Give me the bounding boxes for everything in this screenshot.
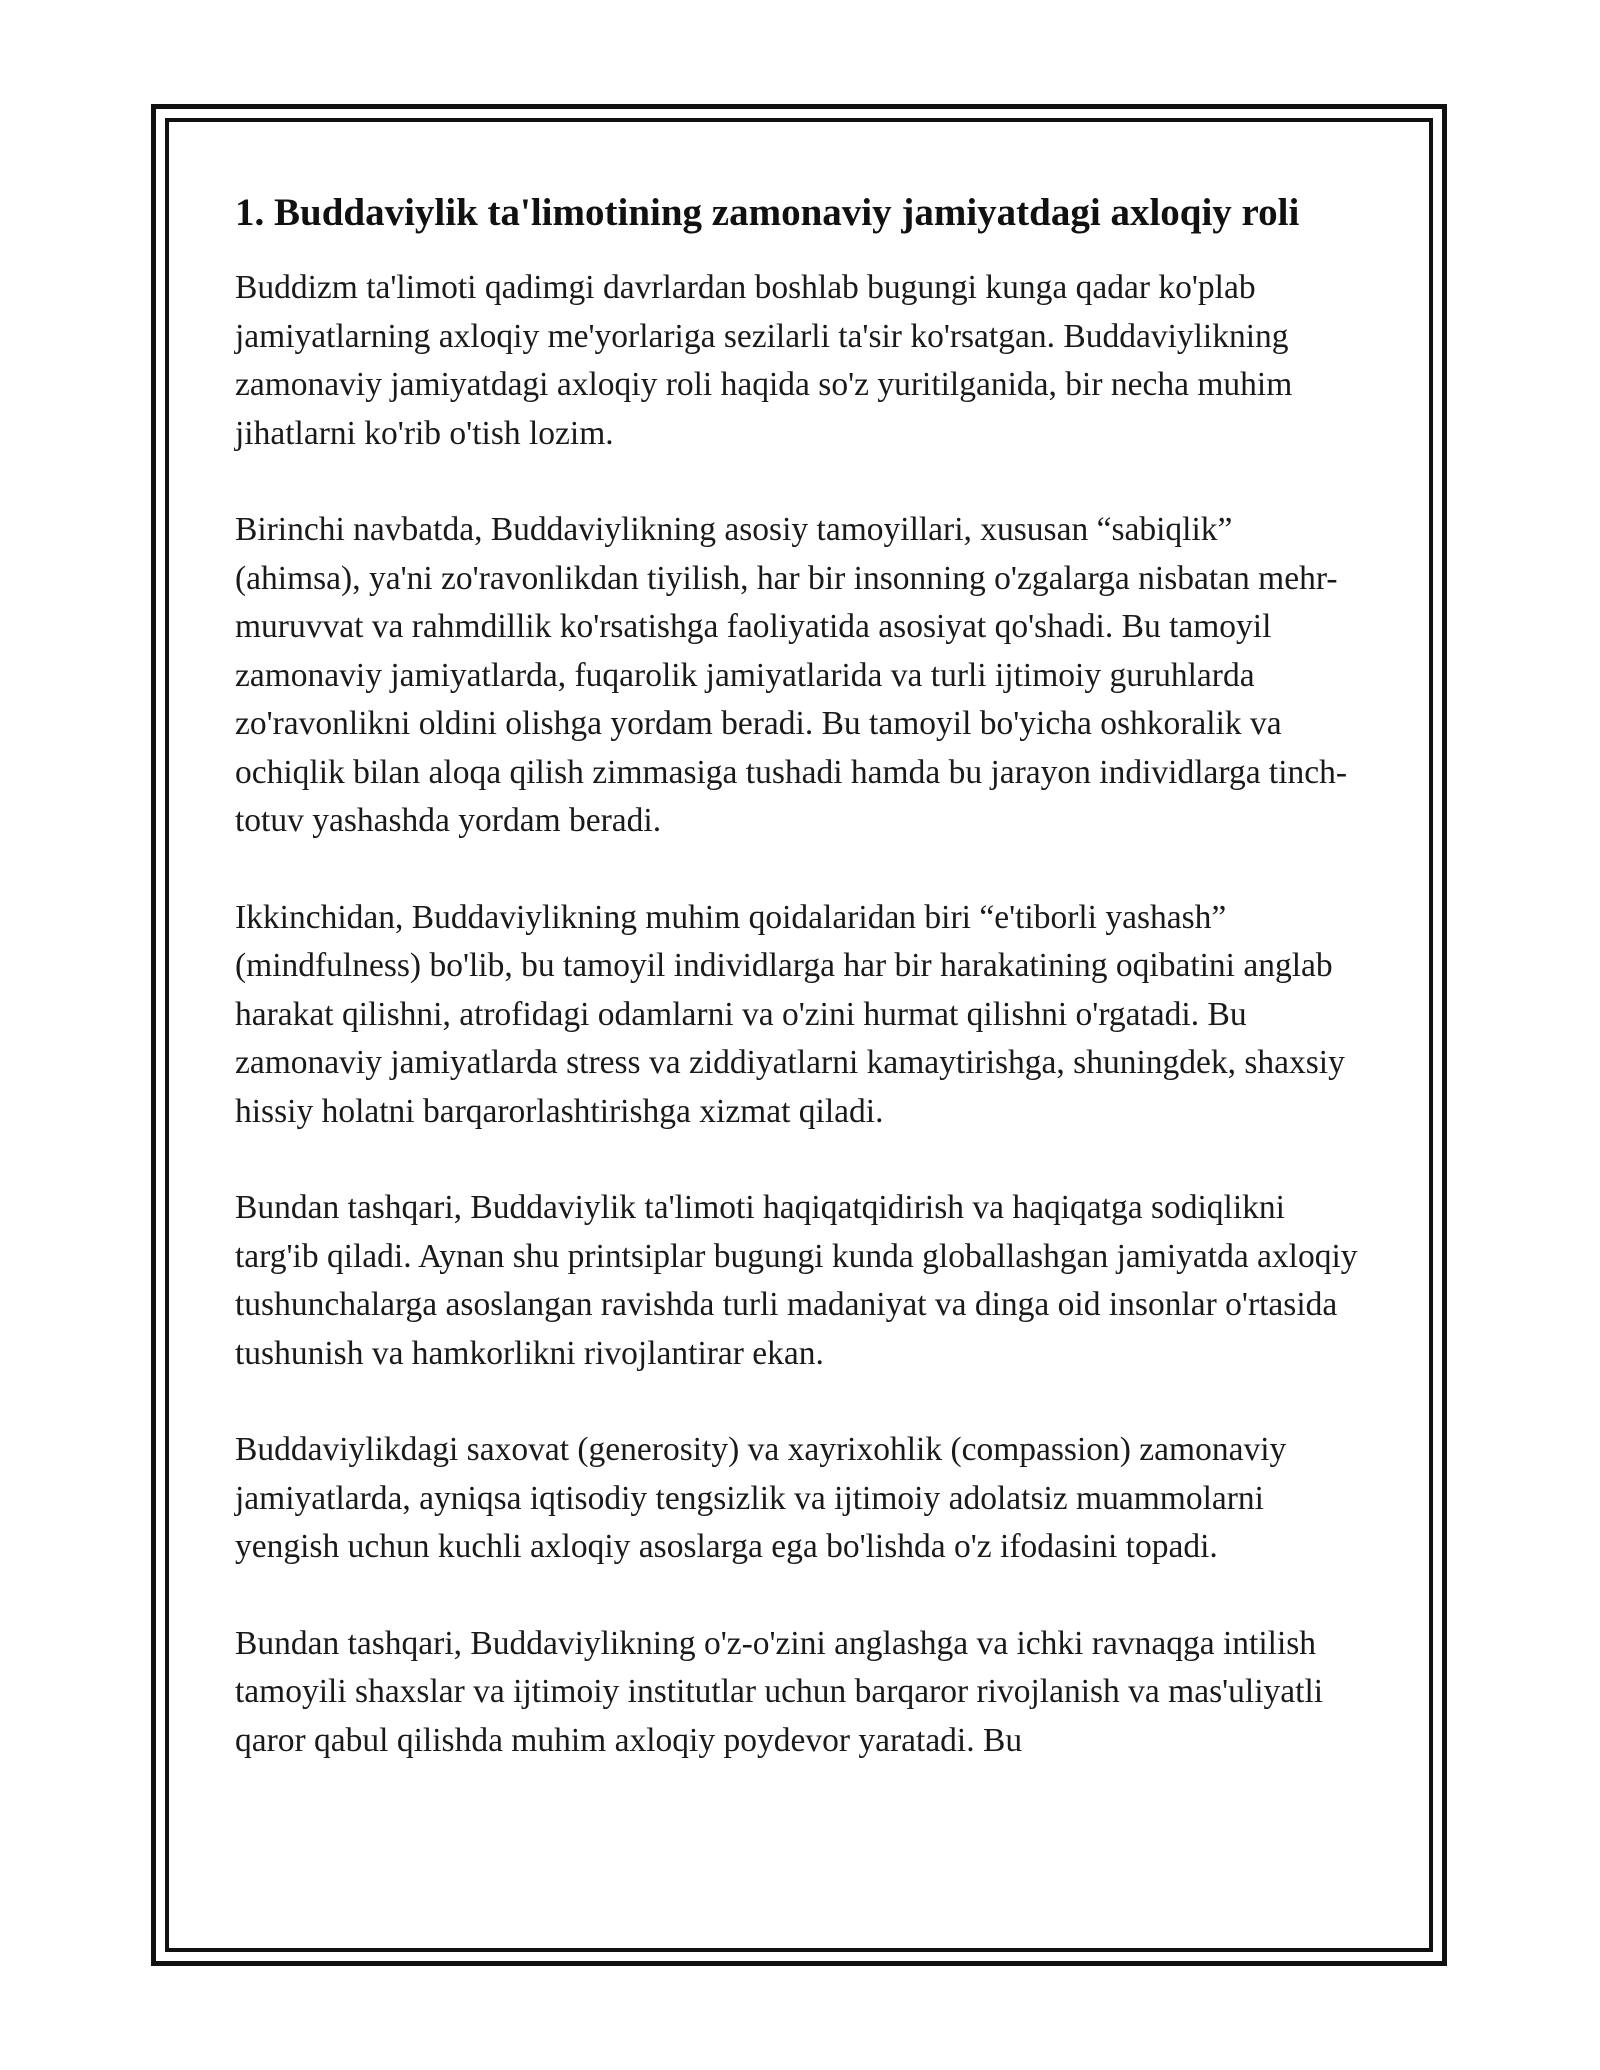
- paragraph-generosity: Buddaviylikdagi saxovat (generosity) va xayrixohlik (compassion) zamonaviy jamiyatlarda, ayniqsa iqtisodiy tengsizlik va ijtimoiy adolatsiz muammolarni yengish uchun kuchli axloqiy asoslarga ega bo'lishda o'z ifodasini topadi.: [235, 1431, 1287, 1565]
- paragraph-ahimsa: Birinchi navbatda, Buddaviylikning asosiy tamoyillari, xususan “sabiqlik” (ahimsa), ya'ni zo'ravonlikdan tiyilish, har bir insonning o'zgalarga nisbatan mehr-muruvvat va rahmdillik ko'rsatishga faoliyatida asosiyat qo'shadi. Bu tamoyil zamonaviy jamiyatlarda, fuqarolik jamiyatlarida va turli ijtimoiy guruhlarda zo'ravonlikni oldini olishga yordam beradi. Bu tamoyil bo'yicha oshkoralik va ochiqlik bilan aloqa qilish zimmasiga tushadi hamda bu jarayon individlarga tinch-totuv yashashda yordam beradi.: [235, 511, 1348, 839]
- paragraph-intro: Buddizm ta'limoti qadimgi davrlardan boshlab bugungi kunga qadar ko'plab jamiyatlarning axloqiy me'yorlariga sezilarli ta'sir ko'rsatgan. Buddaviylikning zamonaviy jamiyatdagi axloqiy roli haqida so'z yuritilganida, bir necha muhim jihatlarni ko'rib o'tish lozim.: [235, 269, 1293, 452]
- paragraph-self-awareness: Bundan tashqari, Buddaviylikning o'z-o'zini anglashga va ichki ravnaqga intilish tamoyili shaxslar va ijtimoiy institutlar uchun barqaror rivojlanish va mas'uliyatli qaror qabul qilishda muhim axloqiy poydevor yaratadi. Bu: [235, 1624, 1324, 1759]
- document-heading: 1. Buddaviylik ta'limotining zamonaviy jamiyatdagi axloqiy roli: [235, 191, 1300, 234]
- paragraph-mindfulness: Ikkinchidan, Buddaviylikning muhim qoidalaridan biri “e'tiborli yashash” (mindfulness) bo'lib, bu tamoyil individlarga har bir harakatining oqibatini anglab harakat qilishni, atrofidagi odamlarni va o'zini hurmat qilishni o'rgatadi. Bu zamonaviy jamiyatlarda stress va ziddiyatlarni kamaytirishga, shuningdek, shaxsiy hissiy holatni barqarorlashtirishga xizmat qiladi.: [235, 898, 1345, 1130]
- document-body: [235, 186, 1365, 1813]
- paragraph-truth: Bundan tashqari, Buddaviylik ta'limoti haqiqatqidirish va haqiqatga sodiqlikni targ'ib qiladi. Aynan shu printsiplar bugungi kunda globallashgan jamiyatda axloqiy tushunchalarga asoslangan ravishda turli madaniyat va dinga oid insonlar o'rtasida tushunish va hamkorlikni rivojlantirar ekan.: [235, 1189, 1358, 1372]
